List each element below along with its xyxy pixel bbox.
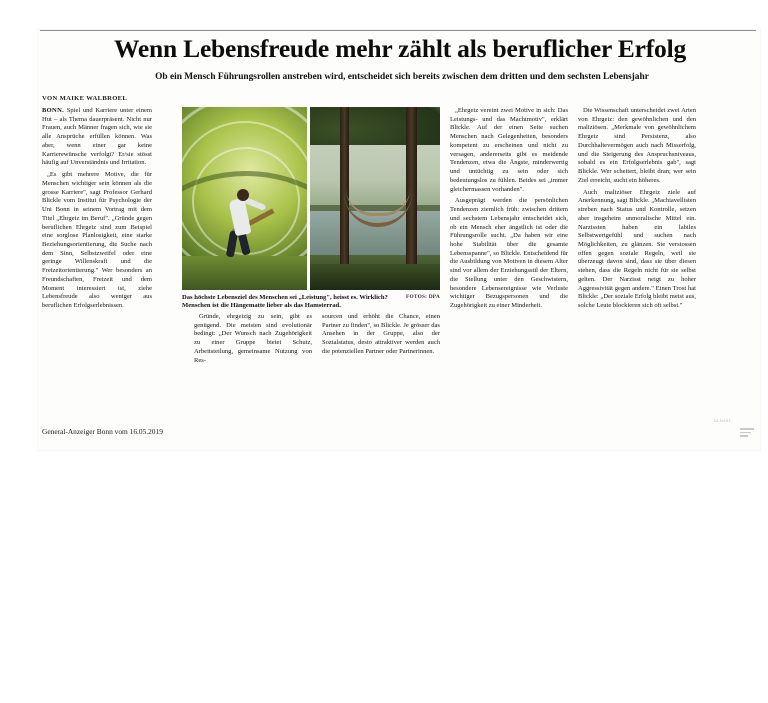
article-column-3 <box>322 313 440 360</box>
photo-credit: FOTOS: DPA <box>406 294 440 300</box>
paragraph-text: „Ehrgeiz vereint zwei Motive in sich: Das Leistungs- und das Machtmotiv", erklärt Blickle. Auf der einen Seite suchen Menschen nach Gelegenheiten, besonders kompetent zu erscheinen und nicht zu versagen, andererseits gibt es meidende Tendenzen, etwa die Ängste, minderwertig und untüchtig zu sein oder sich bedeutungslos zu fühlen. Beides sei „immer gleichermassen vorhanden". <box>450 107 568 193</box>
scan-artifact-label: DLN451 <box>714 418 732 423</box>
paragraph-text: Gründe, ehrgeizig zu sein, gibt es genügend. Die meisten sind evolutionär bedingt: „Der Wunsch nach Zugehörigkeit zu einer Gruppe bietet Schutz, Arbeitsteilung, gemeinsame Nutzung von Res- <box>194 313 312 364</box>
scan-artifact-bars <box>740 428 754 450</box>
tree-trunk-left <box>340 107 349 267</box>
child-head <box>237 189 249 201</box>
photo-hamster-wheel <box>182 107 307 290</box>
paragraph-text: Ausgeprägt werden die persönlichen Tendenzen ziemlich früh: zwischen drittem und sechstem Lebensjahr entscheidet sich, ob ein Mensch eher ängstlich ist oder die Führungsrolle sucht. „Da haben wir eine hohe Stabilität über die gesamte Lebensspanne", so Blickle. Entscheidend für die Ausbildung von Motiven in diesem Alter sind vor allem der Erziehungsstil der Eltern, die Stellung unter den Geschwistern, besondere Lebensereignisse wie Verluste wichtiger Bezugspersonen und die Zugehörigkeit zu einer Minderheit. <box>450 197 568 310</box>
foreground-grass <box>310 264 440 290</box>
paragraph-text: „Es gibt mehrere Motive, die für Menschen wichtiger sein können als die grosse Karriere", sagt Professor Gerhard Blickle vom Institut für Psychologie der Uni Bonn in seinem Vortrag mit dem Titel „Ehrgeiz im Beruf". „Gründe gegen beruflichen Ehrgeiz sind zum Beispiel eine sorglose Planlosigkeit, eine starke Beziehungsorientierung, die Suche nach dem Sinn, Selbstzweifel oder eine geringe Willenskraft und die Freizeitorientierung." Wer besonders an Freundschaften, Freizeit und dem Moment interessiert ist, ziehe Lebensfreude also weniger aus beruflichen Erfolgserlebnissen. <box>42 171 152 310</box>
photo-ground <box>182 256 307 290</box>
article-column-5 <box>578 107 696 314</box>
paragraph-text: sourcen und erhöht die Chance, einen Partner zu finden", so Blickle. Je grösser das Ansehen in der Gruppe, also der Sozialstatus, desto attraktiver werden auch die potenziellen Partner oder Partnerinnen. <box>322 313 440 355</box>
paragraph-text: Auch maliziöser Ehrgeiz ziele auf Anerkennung, sagt Blickle. „Machiavellisten streben nach Status und Kontrolle, setzen aber insgeheim unmoralische Mittel ein. Narzissten haben ein labiles Selbstwertgefühl und suchen nach Möglichkeiten, zu glänzen. Sie verstossen offen gegen soziale Regeln, weil sie überzeugt davon sind, dass sie über diesen stehen, dass die Regeln nicht für sie selbst gelten. Der Narzisst neigt zu hoher Aggressivität gegen andere." Einen Trost hat Blickle: „Der soziale Erfolg bleibt meist aus, solche Leute blockieren sich oft selbst." <box>578 188 696 310</box>
tree-trunk-right <box>406 107 417 265</box>
article-subheadline: Ob ein Mensch Führungsrollen anstreben wird, entscheidet sich bereits zwischen dem dritten und dem sechsten Lebensjahr <box>155 72 649 82</box>
top-rule <box>40 30 756 31</box>
photo-caption-text: Das höchste Lebensziel des Menschen sei „Leistung", heisst es. Wirklich? Menschen ist die Hängematte lieber als das Hamsterrad. <box>182 294 388 310</box>
article-byline: VON MAIKE WALBROEL <box>42 95 128 102</box>
article-headline: Wenn Lebensfreude mehr zählt als beruflicher Erfolg <box>113 34 687 63</box>
source-line: General-Anzeiger Bonn vom 16.05.2019 <box>42 427 163 436</box>
dateline: BONN. <box>42 107 65 114</box>
tree-canopy <box>310 107 440 145</box>
article-column-4 <box>450 107 568 314</box>
article-column-2 <box>194 313 312 368</box>
photo-caption <box>182 294 440 311</box>
paragraph-text: Die Wissenschaft unterscheidet zwei Arten von Ehrgeiz: den gewöhnlichen und den maliziösen. „Merkmale von gewöhnlichem Ehrgeiz sind Persistenz, also Durchhaltevermögen auch nach Misserfolg, und die Steigerung des Anspruchsniveaus, sobald es ein Erfolgserlebnis gab", sagt Blickle. Wer scheitert, bleibt dran; wer sein Ziel erreicht, sucht ein höheres. <box>578 107 696 184</box>
paragraph-text: Spiel und Karriere unter einem Hut – als Thema dauerpräsent. Nicht nur Frauen, auch Männer fragen sich, wie sie alle Ansprüche erfüllen können. Was aber, wenn einer gar keine Karrierewünsche verfolgt? Er/sie stösst häufig auf Unverständnis und Irritation. <box>42 107 152 167</box>
newspaper-clipping <box>38 30 760 450</box>
article-column-1 <box>42 107 152 314</box>
photo-hammock-lake <box>310 107 440 290</box>
